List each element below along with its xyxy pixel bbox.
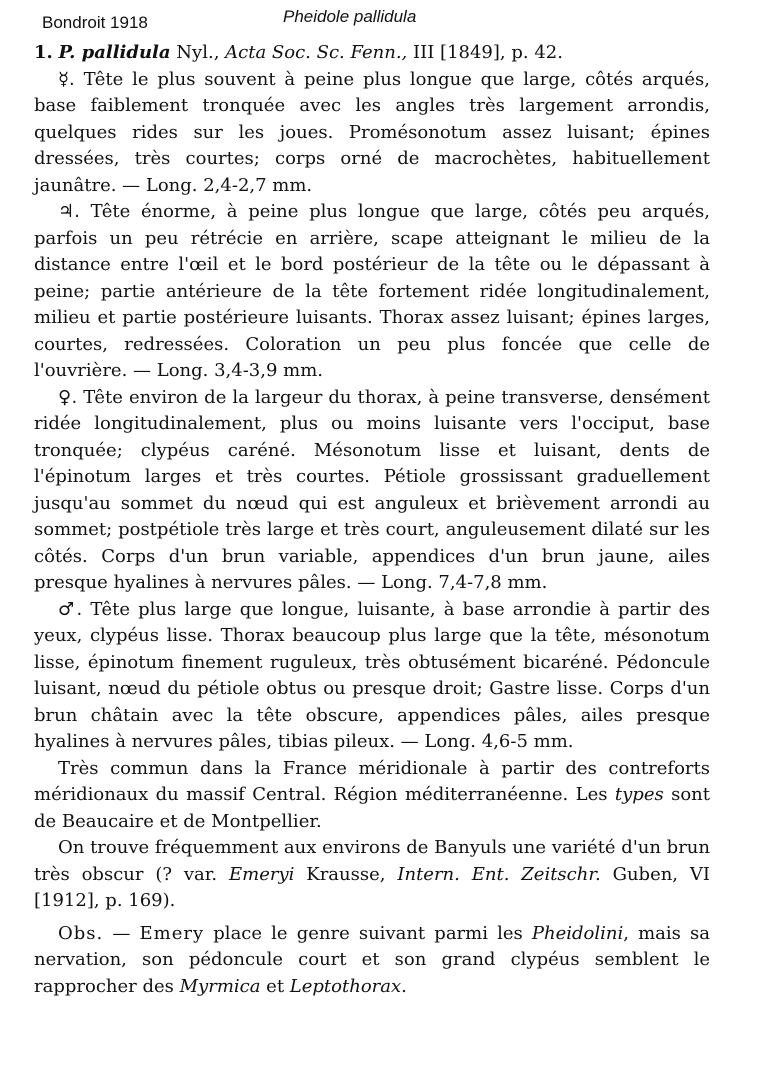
worker-description: [34, 67, 710, 200]
variety-text-a: On trouve fréquemment aux environs de Banyuls une variété d'un brun très obscur (? var.: [34, 837, 710, 885]
soldier-symbol-icon: ♃.: [58, 201, 80, 222]
distribution-types: types: [614, 784, 664, 805]
female-description: [34, 385, 710, 597]
male-text: Tête plus large que longue, luisante, à base arrondie à partir des yeux, clypéus lisse. Thorax beaucoup plus large que la tête, mésonotum lisse, épinotum finement ruguleux, très obtusément bicaréné. Pédoncule luisant, nœud du pétiole obtus ou presque droit; Gastre lisse. Corps d'un brun châtain avec la tête obscure, appendices pâles, ailes presque hyalines à nervures pâles, tibias pileux. — Long. 4,6-5 mm.: [34, 598, 711, 752]
obs-tribe: Pheidolini: [531, 922, 624, 944]
distribution-paragraph: [34, 756, 710, 836]
male-symbol-icon: ♂.: [58, 598, 83, 620]
variety-name: Emeryi: [229, 863, 295, 885]
species-entry-line: [34, 40, 710, 67]
obs-genus-leptothorax: Leptothorax: [289, 975, 402, 997]
variety-journal: Intern. Ent. Zeitschr.: [397, 863, 601, 885]
obs-text-c: , mais sa nervation, son pédoncule court et son grand clypéus semblent le rapprocher des: [34, 922, 710, 997]
obs-text-a: —: [103, 922, 140, 944]
variety-text-c: Guben, VI [1912], p. 169).: [34, 863, 711, 911]
female-text: Tête environ de la largeur du thorax, à peine transverse, densément ridée longitudinalement, plus ou moins luisante vers l'occiput, base tronquée; clypéus caréné. Mésonotum lisse et luisant, dents de l'épinotum larges et très courtes. Pétiole grossissant graduellement jusqu'au sommet du nœud qui est anguleux et brièvement arrondi au sommet; postpétiole très large et très court, anguleusement dilaté sur les côtés. Corps d'un brun variable, appendices d'un brun jaune, ailes presque hyalines à nervures pâles. — Long. 7,4-7,8 mm.: [34, 386, 711, 593]
female-symbol-icon: ♀.: [58, 386, 78, 408]
variety-text-b: Krausse,: [294, 863, 398, 885]
distribution-text-b: sont de Beaucaire et de Montpellier.: [34, 784, 711, 832]
variety-paragraph: [34, 835, 710, 915]
obs-text-e: .: [401, 975, 407, 997]
species-author: Nyl.,: [176, 42, 220, 63]
obs-label: Obs.: [58, 922, 104, 944]
citation-journal: Acta Soc. Sc. Fenn.,: [225, 42, 408, 63]
document-body: [34, 40, 710, 1000]
citation-volume: III [1849], p. 42.: [413, 42, 563, 63]
distribution-text-a: Très commun dans la France méridionale à partir des contreforts méridionaux du massif Central. Région méditerranéenne. Les: [34, 757, 710, 805]
worker-text: Tête le plus souvent à peine plus longue que large, côtés arqués, base faiblement tronquée avec les angles très largement arrondis, quelques rides sur les joues. Promésonotum assez luisant; épines dressées, très courtes; corps orné de macrochètes, habituellement jaunâtre. — Long. 2,4-2,7 mm.: [34, 68, 710, 196]
species-name: P. pallidula: [58, 42, 171, 63]
entry-number: 1.: [34, 42, 53, 63]
obs-text-b: place le genre suivant parmi les: [204, 922, 532, 944]
soldier-description: [34, 199, 710, 385]
observation-paragraph: [34, 921, 710, 1001]
male-description: [34, 597, 710, 756]
obs-author: Emery: [139, 922, 205, 944]
source-label: Bondroit 1918: [42, 13, 148, 32]
worker-symbol-icon: ☿.: [58, 68, 75, 90]
obs-genus-myrmica: Myrmica: [179, 975, 261, 997]
obs-text-d: et: [260, 975, 290, 997]
soldier-text: Tête énorme, à peine plus longue que large, côtés peu arqués, parfois un peu rétrécie en arrière, scape atteignant le milieu de la distance entre l'œil et le bord postérieur de la tête ou le dépassant à peine; partie antérieure de la tête fortement ridée longitudinalement, milieu et partie postérieure luisants. Thorax assez luisant; épines larges, courtes, redressées. Coloration un peu plus foncée que celle de l'ouvrière. — Long. 3,4-3,9 mm.: [34, 201, 710, 381]
species-title: Pheidole pallidula: [283, 7, 417, 26]
